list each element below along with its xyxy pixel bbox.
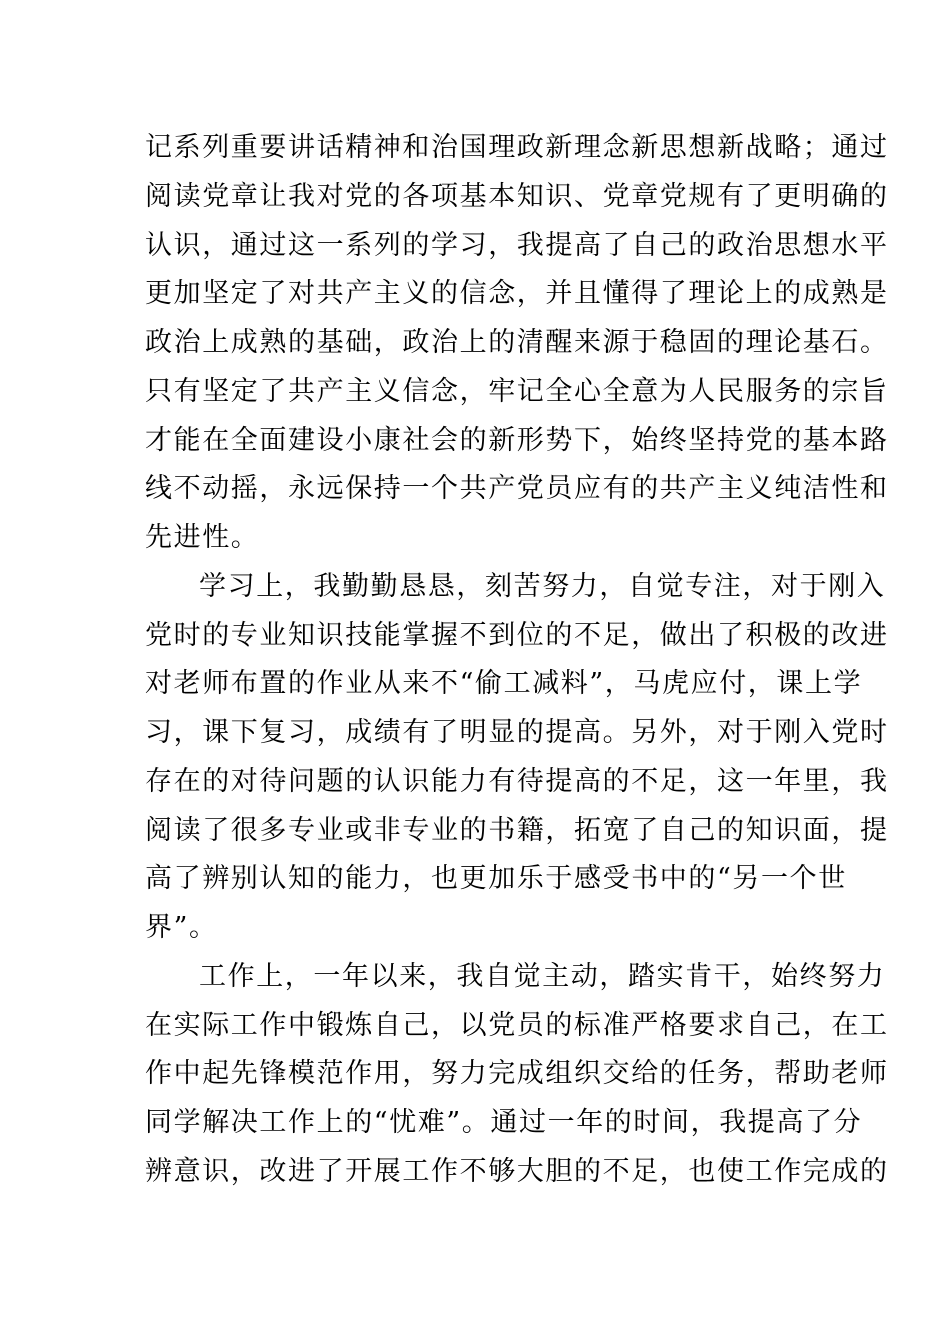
text-line: 才能在全面建设小康社会的新形势下，始终坚持党的基本路 <box>145 424 889 456</box>
text-line: 认识，通过这一系列的学习，我提高了自己的政治思想水平 <box>145 229 889 261</box>
paragraph-first-line: 学习上，我勤勤恳恳，刻苦努力，自觉专注，对于刚入 <box>199 570 886 602</box>
text-line: 阅读了很多专业或非专业的书籍，拓宽了自己的知识面，提 <box>145 814 889 846</box>
text-line: 界”。 <box>145 912 218 943</box>
text-line: 作中起先锋模范作用，努力完成组织交给的任务，帮助老师 <box>145 1058 889 1090</box>
text-line: 存在的对待问题的认识能力有待提高的不足，这一年里，我 <box>145 765 889 797</box>
text-line: 习，课下复习，成绩有了明显的提高。另外，对于刚入党时 <box>145 717 889 748</box>
paragraph-first-line: 工作上，一年以来，我自觉主动，踏实肯干，始终努力 <box>199 960 886 992</box>
text-line: 党时的专业知识技能掌握不到位的不足，做出了积极的改进 <box>145 619 889 651</box>
text-line: 更加坚定了对共产主义的信念，并且懂得了理论上的成熟是 <box>145 278 889 310</box>
body-text <box>145 124 889 1197</box>
text-line: 只有坚定了共产主义信念，牢记全心全意为人民服务的宗旨 <box>145 375 889 407</box>
text-line: 线不动摇，永远保持一个共产党员应有的共产主义纯洁性和 <box>145 473 889 505</box>
text-line: 阅读党章让我对党的各项基本知识、党章党规有了更明确的 <box>145 180 889 212</box>
text-line: 政治上成熟的基础，政治上的清醒来源于稳固的理论基石。 <box>145 327 889 358</box>
text-line: 高了辨别认知的能力，也更加乐于感受书中的“另一个世 <box>145 863 847 895</box>
text-line: 先进性。 <box>145 522 260 553</box>
text-line: 对老师布置的作业从来不“偷工减料”，马虎应付，课上学 <box>145 668 863 700</box>
text-line: 在实际工作中锻炼自己，以党员的标准严格要求自己，在工 <box>145 1009 889 1041</box>
text-line: 辨意识，改进了开展工作不够大胆的不足，也使工作完成的 <box>145 1155 889 1187</box>
text-line: 记系列重要讲话精神和治国理政新理念新思想新战略；通过 <box>145 132 889 163</box>
text-line: 同学解决工作上的“忧难”。通过一年的时间，我提高了分 <box>145 1107 863 1138</box>
